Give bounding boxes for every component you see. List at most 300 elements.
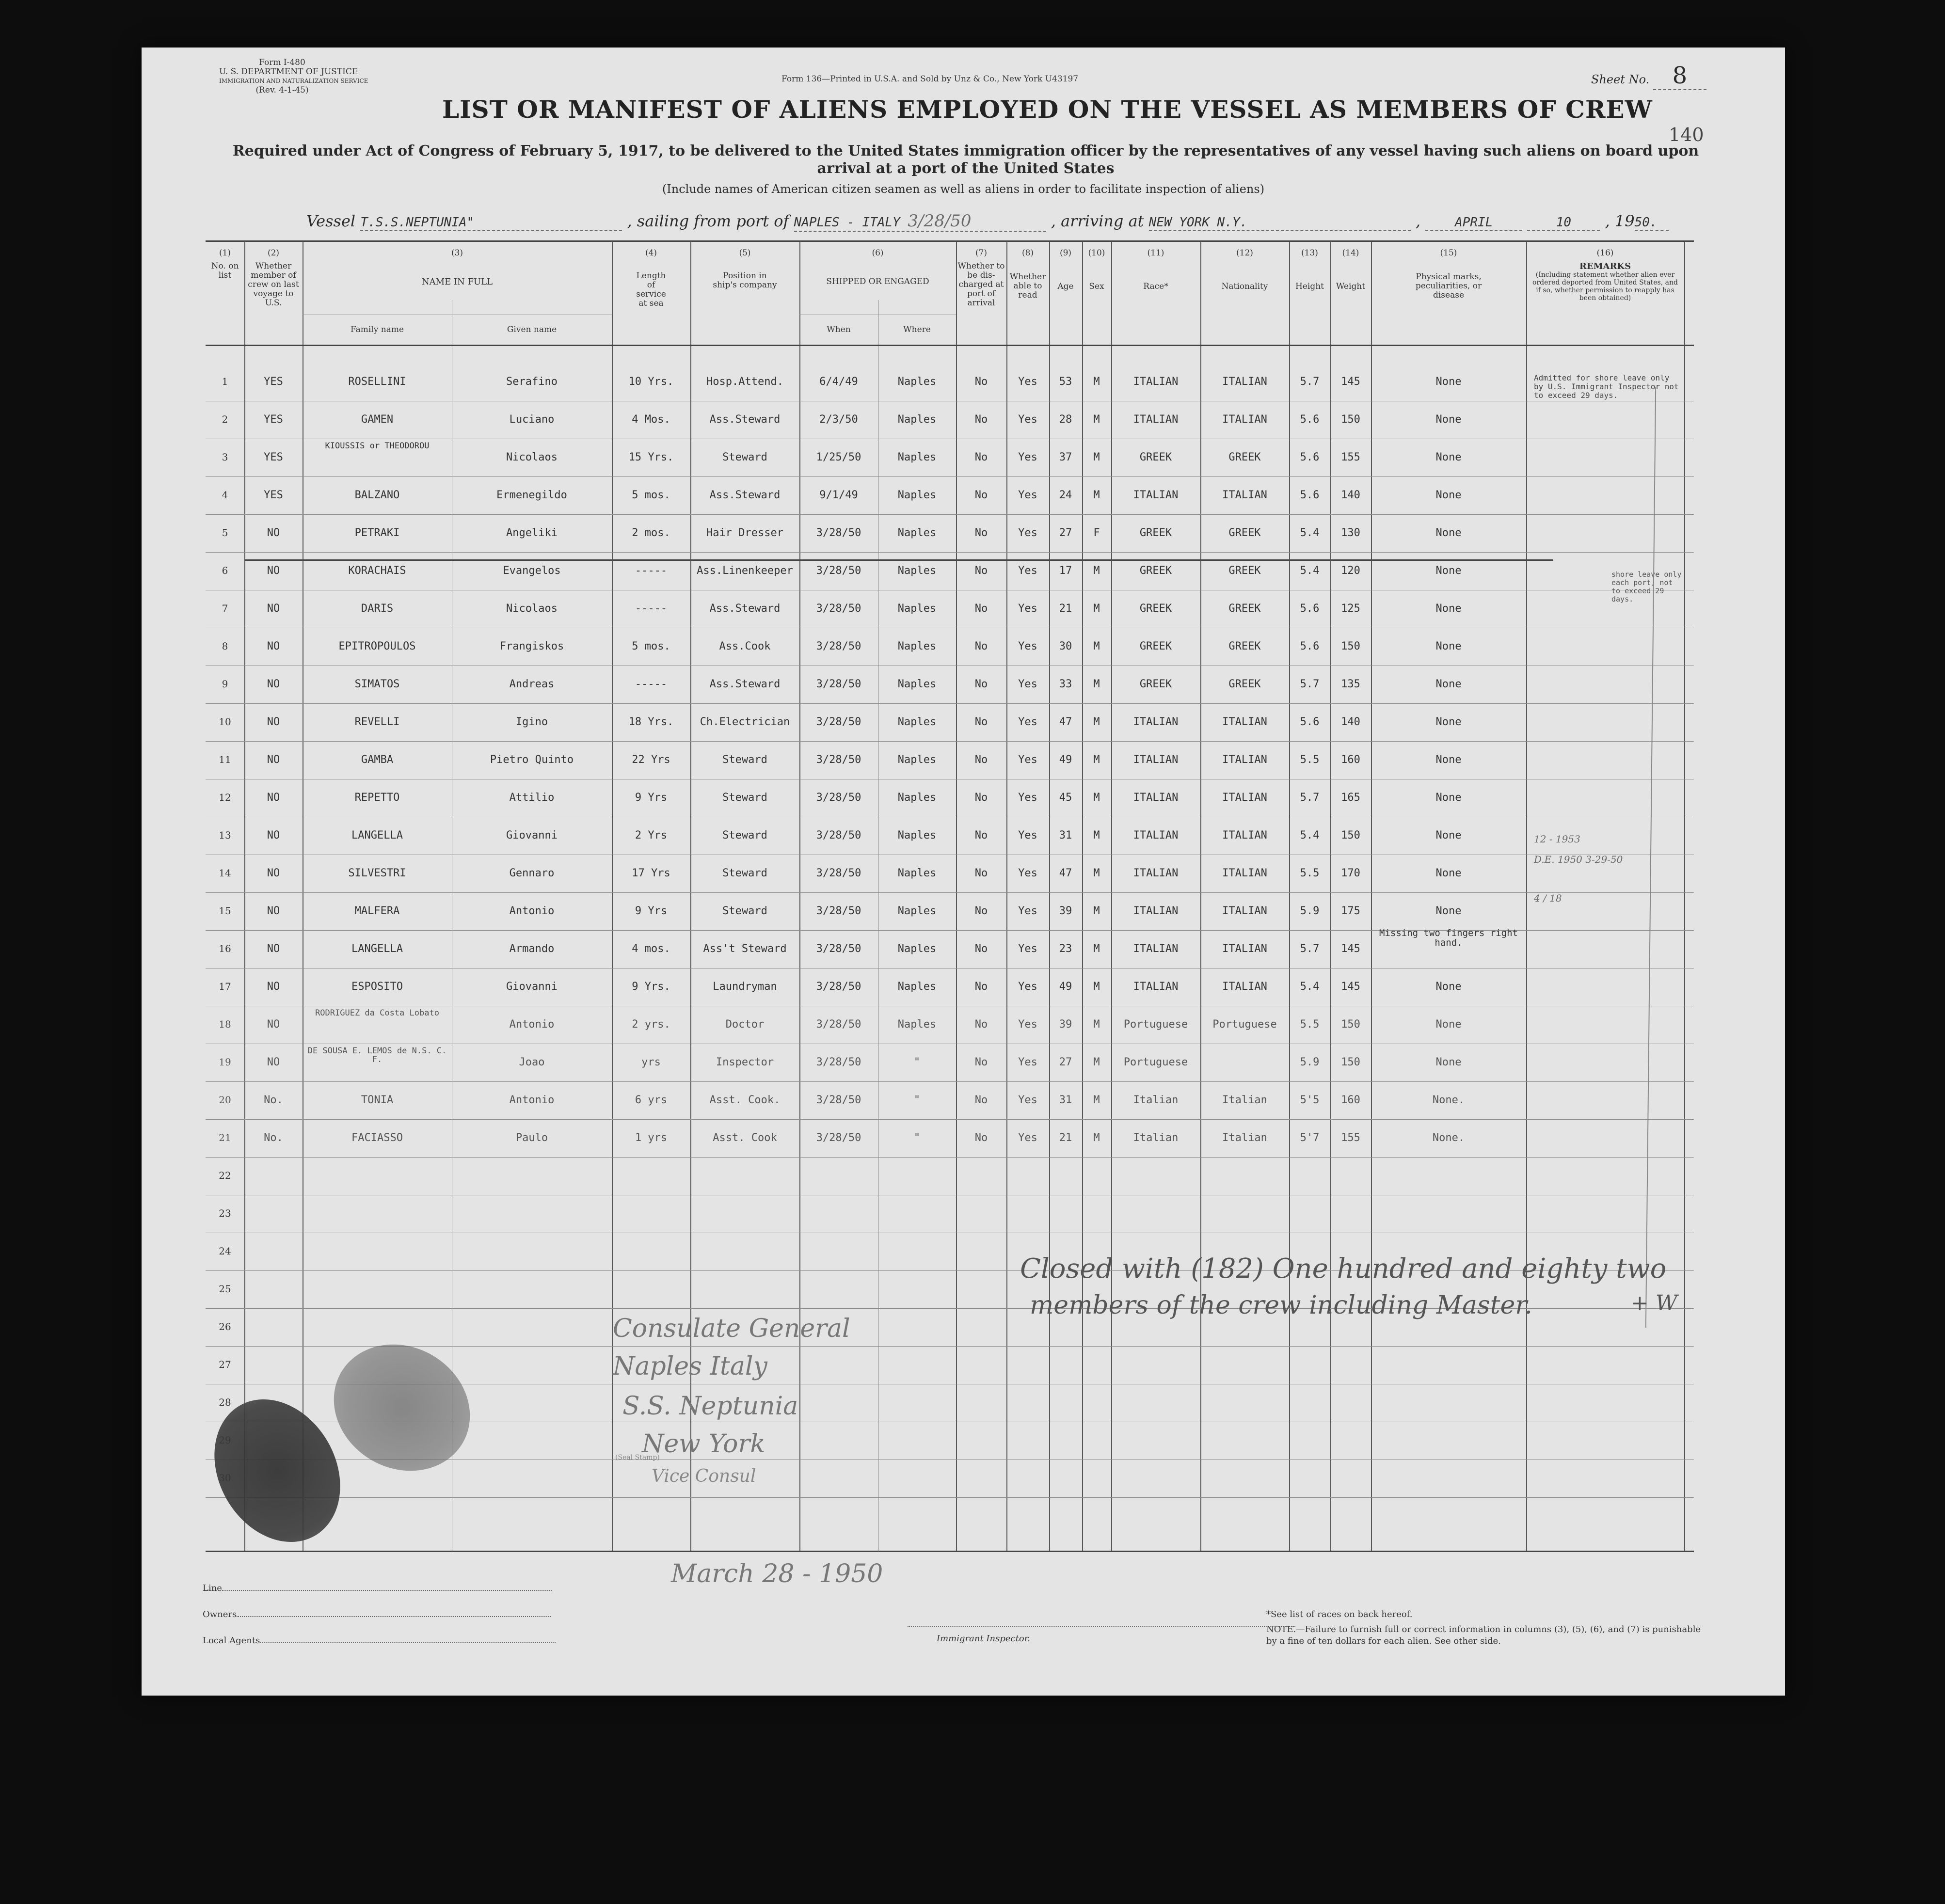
table-row	[206, 363, 1694, 401]
cell-service-length: 9 Yrs	[635, 905, 668, 917]
cell-shipped-when: 3/28/50	[816, 565, 861, 577]
cell-weight: 145	[1341, 981, 1360, 993]
cell-position: Asst. Cook.	[709, 1094, 781, 1106]
cell-age: 49	[1059, 981, 1072, 993]
cell-given-name: Angeliki	[506, 527, 558, 539]
table-row	[206, 666, 1694, 703]
cell-physical-marks: None	[1435, 905, 1462, 917]
cell-given-name: Evangelos	[503, 565, 561, 577]
cell-physical-marks: None	[1435, 1056, 1462, 1068]
cell-able-to-read: Yes	[1018, 603, 1037, 615]
cell-able-to-read: Yes	[1018, 829, 1037, 841]
cell-given-name: Gennaro	[509, 867, 555, 879]
cell-nationality: GREEK	[1228, 603, 1261, 615]
cert-date: March 28 - 1950	[671, 1559, 883, 1588]
cell-age: 39	[1059, 1018, 1072, 1031]
cell-nationality: ITALIAN	[1222, 943, 1267, 955]
cell-weight: 125	[1341, 603, 1360, 615]
cell-given-name: Nicolaos	[506, 451, 558, 463]
cell-weight: 135	[1341, 678, 1360, 690]
cell-position: Ass.Steward	[709, 678, 781, 690]
cell-prev-voyage: NO	[267, 640, 280, 652]
cell-height: 5.6	[1300, 489, 1320, 501]
cell-service-length: 22 Yrs	[632, 754, 670, 766]
cell-family-name: GAMEN	[361, 413, 394, 426]
cell-sex: M	[1093, 1018, 1100, 1031]
cell-age: 33	[1059, 678, 1072, 690]
cell-height: 5.7	[1300, 792, 1320, 804]
cell-shipped-when: 6/4/49	[819, 376, 858, 388]
inspector-signature-line	[908, 1626, 1295, 1627]
cell-age: 31	[1059, 1094, 1072, 1106]
cell-weight: 140	[1341, 489, 1360, 501]
cell-discharged: No	[974, 640, 988, 652]
cell-row-number: 21	[219, 1132, 231, 1143]
cell-prev-voyage: NO	[267, 1056, 280, 1068]
cell-shipped-when: 3/28/50	[816, 792, 861, 804]
cell-weight: 150	[1341, 829, 1360, 841]
cell-shipped-when: 3/28/50	[816, 716, 861, 728]
closing-line-2: members of the crew including Master.	[1030, 1291, 1532, 1320]
cell-race: GREEK	[1139, 451, 1172, 463]
cell-family-name: SIMATOS	[354, 678, 400, 690]
cell-shipped-where: Naples	[897, 754, 937, 766]
cell-weight: 165	[1341, 792, 1360, 804]
vessel-label: Vessel	[306, 212, 356, 230]
sailing-port: NAPLES - ITALY	[794, 215, 900, 230]
cell-discharged: No	[974, 981, 988, 993]
closing-initial: + W	[1631, 1291, 1678, 1316]
col-header-14: (14) Weight	[1336, 248, 1366, 291]
stamp-number: 140	[1669, 124, 1704, 145]
table-row	[206, 1044, 1694, 1081]
col-header-12: (12) Nationality	[1221, 248, 1268, 291]
cell-nationality: GREEK	[1228, 527, 1261, 539]
table-row	[206, 1081, 1694, 1119]
cell-position: Ass.Steward	[709, 489, 781, 501]
arrival-year: 50.	[1635, 215, 1669, 231]
cell-able-to-read: Yes	[1018, 413, 1037, 426]
cell-weight: 170	[1341, 867, 1360, 879]
cell-shipped-where: Naples	[897, 829, 937, 841]
cell-shipped-when: 3/28/50	[816, 1056, 861, 1068]
cell-physical-marks: None	[1435, 451, 1462, 463]
cell-physical-marks: Missing two fingers right hand.	[1379, 928, 1518, 948]
cell-physical-marks: None	[1435, 792, 1462, 804]
table-row	[206, 741, 1694, 779]
cell-row-number: 17	[219, 981, 231, 992]
cell-row-number: 1	[222, 376, 228, 387]
col-header-9: (9) Age	[1057, 248, 1074, 291]
cell-given-name: Antonio	[509, 1018, 555, 1031]
cell-age: 49	[1059, 754, 1072, 766]
cell-nationality: ITALIAN	[1222, 867, 1267, 879]
cell-prev-voyage: No.	[264, 1094, 283, 1106]
remark-row-1: Admitted for shore leave only by U.S. Immigrant Inspector not to exceed 29 days.	[1534, 373, 1679, 400]
cell-race: GREEK	[1139, 603, 1172, 615]
cell-nationality: GREEK	[1228, 451, 1261, 463]
cell-physical-marks: None.	[1432, 1094, 1465, 1106]
cell-able-to-read: Yes	[1018, 867, 1037, 879]
cell-able-to-read: Yes	[1018, 792, 1037, 804]
cell-age: 27	[1059, 1056, 1072, 1068]
form-id-block	[219, 58, 368, 95]
cell-row-number: 2	[222, 413, 228, 425]
sheet-label: Sheet No.	[1591, 73, 1650, 86]
cell-race: ITALIAN	[1133, 489, 1179, 501]
cell-family-name: KIOUSSIS or THEODOROU	[325, 441, 430, 451]
footer-agents	[203, 1635, 556, 1646]
cell-service-length: 9 Yrs.	[632, 981, 670, 993]
cell-position: Ass.Cook	[719, 640, 771, 652]
cell-height: 5.6	[1300, 716, 1320, 728]
cell-race: GREEK	[1139, 640, 1172, 652]
table-row	[206, 590, 1694, 628]
cell-height: 5.9	[1300, 905, 1320, 917]
vessel-name: T.S.S.NEPTUNIA"	[360, 215, 622, 231]
department: U. S. DEPARTMENT OF JUSTICE	[219, 67, 358, 77]
cell-nationality: Portuguese	[1212, 1018, 1277, 1031]
cell-height: 5.6	[1300, 451, 1320, 463]
cell-physical-marks: None	[1435, 603, 1462, 615]
cell-able-to-read: Yes	[1018, 1018, 1037, 1031]
cell-race: GREEK	[1139, 565, 1172, 577]
cell-height: 5.5	[1300, 1018, 1320, 1031]
col-header-11: (11) Race*	[1143, 248, 1168, 291]
cell-position: Steward	[722, 451, 767, 463]
col-header-8: (8) Whether able to read	[1009, 248, 1046, 300]
cell-weight: 145	[1341, 943, 1360, 955]
cell-shipped-where: "	[913, 1094, 921, 1106]
cell-able-to-read: Yes	[1018, 754, 1037, 766]
cell-service-length: 2 yrs.	[632, 1018, 670, 1031]
cell-position: Hosp.Attend.	[706, 376, 783, 388]
cell-race: Portuguese	[1123, 1018, 1188, 1031]
cell-race: Italian	[1133, 1094, 1179, 1106]
race-note: *See list of races on back hereof.	[1266, 1609, 1413, 1619]
cell-race: ITALIAN	[1133, 754, 1179, 766]
cell-family-name: LANGELLA	[351, 829, 403, 841]
cell-family-name: EPITROPOULOS	[338, 640, 416, 652]
cell-given-name: Antonio	[509, 1094, 555, 1106]
cell-row-number: 3	[222, 451, 228, 463]
cell-discharged: No	[974, 829, 988, 841]
cell-shipped-where: "	[913, 1056, 921, 1068]
cell-service-length: 15 Yrs.	[628, 451, 674, 463]
cell-discharged: No	[974, 716, 988, 728]
cell-weight: 150	[1341, 413, 1360, 426]
cell-height: 5.6	[1300, 603, 1320, 615]
cell-discharged: No	[974, 905, 988, 917]
cell-position: Ass.Linenkeeper	[697, 565, 793, 577]
table-row	[206, 855, 1694, 892]
cell-position: Steward	[722, 829, 767, 841]
arrival-month: APRIL	[1425, 215, 1522, 231]
cell-prev-voyage: YES	[264, 413, 283, 426]
cell-sex: M	[1093, 829, 1100, 841]
cell-able-to-read: Yes	[1018, 981, 1037, 993]
cell-height: 5.7	[1300, 943, 1320, 955]
cell-family-name: TONIA	[361, 1094, 394, 1106]
cell-nationality: Italian	[1222, 1132, 1267, 1144]
sailing-port-field	[794, 211, 1046, 232]
cell-sex: M	[1093, 1094, 1100, 1106]
cell-age: 37	[1059, 451, 1072, 463]
cell-family-name: PETRAKI	[354, 527, 400, 539]
cell-physical-marks: None	[1435, 376, 1462, 388]
cell-shipped-when: 3/28/50	[816, 678, 861, 690]
cell-family-name: ROSELLINI	[348, 376, 406, 388]
cell-shipped-when: 3/28/50	[816, 527, 861, 539]
cell-nationality: GREEK	[1228, 565, 1261, 577]
cell-row-number: 6	[222, 565, 228, 576]
col-subheader-family: Family name	[350, 325, 404, 334]
cell-age: 24	[1059, 489, 1072, 501]
cell-shipped-where: Naples	[897, 716, 937, 728]
cell-shipped-when: 2/3/50	[819, 413, 858, 426]
manifest-sheet	[142, 48, 1785, 1696]
printer-line: Form 136—Printed in U.S.A. and Sold by Unz & Co., New York U43197	[781, 74, 1079, 84]
cell-height: 5'5	[1300, 1094, 1320, 1106]
cell-family-name: KORACHAIS	[348, 565, 406, 577]
cell-shipped-where: "	[913, 1132, 921, 1144]
table-row	[206, 628, 1694, 666]
cell-shipped-when: 3/28/50	[816, 1018, 861, 1031]
cell-physical-marks: None	[1435, 829, 1462, 841]
cell-given-name: Ermenegildo	[496, 489, 567, 501]
cell-prev-voyage: NO	[267, 981, 280, 993]
cell-sex: M	[1093, 678, 1100, 690]
cell-able-to-read: Yes	[1018, 489, 1037, 501]
cell-row-number: 28	[219, 1396, 231, 1408]
cell-shipped-where: Naples	[897, 905, 937, 917]
cell-family-name: SILVESTRI	[348, 867, 406, 879]
cell-given-name: Nicolaos	[506, 603, 558, 615]
cell-service-length: 1 yrs	[635, 1132, 668, 1144]
cell-row-number: 25	[219, 1283, 231, 1295]
table-row	[206, 1006, 1694, 1044]
cell-position: Ass.Steward	[709, 413, 781, 426]
cell-able-to-read: Yes	[1018, 905, 1037, 917]
cell-able-to-read: Yes	[1018, 640, 1037, 652]
cell-position: Hair Dresser	[706, 527, 783, 539]
col-subheader-given: Given name	[507, 325, 557, 334]
cell-shipped-when: 1/25/50	[816, 451, 861, 463]
cell-physical-marks: None	[1435, 640, 1462, 652]
cell-discharged: No	[974, 1094, 988, 1106]
cell-sex: M	[1093, 716, 1100, 728]
cell-prev-voyage: NO	[267, 829, 280, 841]
cell-race: ITALIAN	[1133, 905, 1179, 917]
cell-sex: M	[1093, 867, 1100, 879]
cell-row-number: 5	[222, 527, 228, 539]
cell-prev-voyage: NO	[267, 527, 280, 539]
cell-age: 47	[1059, 716, 1072, 728]
vessel-line: Vessel T.S.S.NEPTUNIA" , sailing from port of NAPLES - ITALY 3/28/50 , arriving at NEW YORK N.Y. , APRIL 10 , 1950.	[306, 211, 1669, 232]
cell-prev-voyage: NO	[267, 565, 280, 577]
cell-service-length: -----	[635, 565, 668, 577]
cell-height: 5.4	[1300, 829, 1320, 841]
cell-weight: 175	[1341, 905, 1360, 917]
cell-physical-marks: None.	[1432, 1132, 1465, 1144]
cell-shipped-when: 3/28/50	[816, 640, 861, 652]
cert-line-5: Vice Consul	[652, 1466, 756, 1486]
cell-given-name: Giovanni	[506, 829, 558, 841]
cell-age: 21	[1059, 603, 1072, 615]
cert-line-2: Naples Italy	[613, 1352, 767, 1381]
cell-race: GREEK	[1139, 678, 1172, 690]
cell-nationality: ITALIAN	[1222, 376, 1267, 388]
cell-shipped-where: Naples	[897, 678, 937, 690]
table-row	[206, 552, 1694, 590]
cell-age: 53	[1059, 376, 1072, 388]
cell-row-number: 20	[219, 1094, 231, 1106]
col-header-3: (3) NAME IN FULL	[421, 248, 493, 287]
cell-shipped-when: 3/28/50	[816, 1094, 861, 1106]
cell-sex: M	[1093, 603, 1100, 615]
cell-height: 5.5	[1300, 754, 1320, 766]
cell-given-name: Serafino	[506, 376, 558, 388]
table-row	[206, 968, 1694, 1006]
cell-position: Steward	[722, 792, 767, 804]
cell-position: Asst. Cook	[713, 1132, 777, 1144]
cell-prev-voyage: YES	[264, 489, 283, 501]
cell-sex: M	[1093, 1132, 1100, 1144]
subtitle: Required under Act of Congress of February 5, 1917, to be delivered to the United States immigration officer by the representatives of any vessel having such aliens on board upon arrival at a port of the United States	[232, 143, 1699, 177]
line-label: Line	[203, 1583, 222, 1593]
cell-prev-voyage: NO	[267, 943, 280, 955]
cell-physical-marks: None	[1435, 981, 1462, 993]
col-header-5: (5) Position in ship's company	[713, 248, 777, 290]
cell-height: 5.7	[1300, 376, 1320, 388]
col-header-7: (7) Whether to be dis-charged at port of arrival	[957, 248, 1005, 308]
page-title: LIST OR MANIFEST OF ALIENS EMPLOYED ON THE VESSEL AS MEMBERS OF CREW	[442, 95, 1653, 124]
crew-table	[206, 240, 1694, 1588]
cell-prev-voyage: YES	[264, 376, 283, 388]
cell-discharged: No	[974, 413, 988, 426]
cell-race: ITALIAN	[1133, 943, 1179, 955]
cell-prev-voyage: YES	[264, 451, 283, 463]
table-row	[206, 439, 1694, 476]
cell-able-to-read: Yes	[1018, 943, 1037, 955]
cell-position: Ass.Steward	[709, 603, 781, 615]
penalty-note: NOTE.—Failure to furnish full or correct information in columns (3), (5), (6), and (7) is punishable by a fine of ten dollars for each alien. See other side.	[1266, 1624, 1701, 1646]
cell-family-name: MALFERA	[354, 905, 400, 917]
cell-physical-marks: None	[1435, 413, 1462, 426]
cell-nationality: ITALIAN	[1222, 905, 1267, 917]
table-row	[206, 1119, 1694, 1157]
cell-race: ITALIAN	[1133, 829, 1179, 841]
table-row	[206, 930, 1694, 968]
sheet-number	[1591, 62, 1706, 90]
cell-discharged: No	[974, 527, 988, 539]
cell-race: Portuguese	[1123, 1056, 1188, 1068]
cell-nationality: ITALIAN	[1222, 489, 1267, 501]
col-header-4: (4) Length of service at sea	[636, 248, 666, 308]
cell-row-number: 27	[219, 1359, 231, 1370]
cell-family-name: REVELLI	[354, 716, 400, 728]
cell-shipped-where: Naples	[897, 376, 937, 388]
service: IMMIGRATION AND NATURALIZATION SERVICE	[219, 78, 368, 84]
cell-physical-marks: None	[1435, 527, 1462, 539]
cell-nationality: ITALIAN	[1222, 716, 1267, 728]
cell-weight: 160	[1341, 754, 1360, 766]
cell-service-length: -----	[635, 603, 668, 615]
cell-age: 21	[1059, 1132, 1072, 1144]
cell-service-length: 4 Mos.	[632, 413, 670, 426]
arriving-label: , arriving at	[1051, 212, 1144, 230]
cell-race: ITALIAN	[1133, 376, 1179, 388]
cert-line-3: S.S. Neptunia	[622, 1392, 798, 1421]
cell-age: 30	[1059, 640, 1072, 652]
remark-row-12: D.E. 1950 3-29-50	[1534, 854, 1623, 865]
cell-position: Steward	[722, 867, 767, 879]
owners-label: Owners	[203, 1609, 237, 1619]
cell-height: 5.4	[1300, 527, 1320, 539]
cell-family-name: RODRIGUEZ da Costa Lobato	[315, 1008, 439, 1018]
cell-discharged: No	[974, 943, 988, 955]
cell-shipped-where: Naples	[897, 413, 937, 426]
cell-shipped-where: Naples	[897, 981, 937, 993]
cell-shipped-where: Naples	[897, 1018, 937, 1031]
cell-prev-voyage: NO	[267, 678, 280, 690]
cell-weight: 155	[1341, 1132, 1360, 1144]
cell-given-name: Joao	[519, 1056, 545, 1068]
cell-able-to-read: Yes	[1018, 451, 1037, 463]
cell-shipped-when: 3/28/50	[816, 943, 861, 955]
cell-sex: M	[1093, 413, 1100, 426]
cell-discharged: No	[974, 451, 988, 463]
cell-age: 31	[1059, 829, 1072, 841]
remark-row-11: 12 - 1953	[1534, 833, 1580, 845]
cell-service-length: 4 mos.	[632, 943, 670, 955]
cell-nationality: ITALIAN	[1222, 754, 1267, 766]
cell-shipped-where: Naples	[897, 451, 937, 463]
cell-discharged: No	[974, 792, 988, 804]
cell-given-name: Pietro Quinto	[490, 754, 574, 766]
cell-family-name: FACIASSO	[351, 1132, 403, 1144]
cell-row-number: 19	[219, 1056, 231, 1068]
cell-given-name: Giovanni	[506, 981, 558, 993]
sailing-label: , sailing from port of	[627, 212, 789, 230]
cell-discharged: No	[974, 1132, 988, 1144]
form-id: Form I-480	[259, 58, 305, 67]
instruction-note: (Include names of American citizen seamen as well as aliens in order to facilitate inspection of aliens)	[662, 182, 1265, 196]
inspector-label: Immigrant Inspector.	[937, 1634, 1031, 1644]
cell-age: 17	[1059, 565, 1072, 577]
cell-physical-marks: None	[1435, 1018, 1462, 1031]
table-row-empty	[206, 1157, 1694, 1195]
cell-able-to-read: Yes	[1018, 678, 1037, 690]
cell-shipped-when: 3/28/50	[816, 829, 861, 841]
footer-line	[203, 1583, 552, 1593]
cell-nationality: ITALIAN	[1222, 413, 1267, 426]
cell-sex: M	[1093, 489, 1100, 501]
cell-able-to-read: Yes	[1018, 376, 1037, 388]
cell-family-name: DE SOUSA E. LEMOS de N.S. C. F.	[307, 1046, 447, 1064]
cell-prev-voyage: NO	[267, 905, 280, 917]
table-row	[206, 476, 1694, 514]
cell-family-name: ESPOSITO	[351, 981, 403, 993]
cell-age: 39	[1059, 905, 1072, 917]
cell-row-number: 9	[222, 678, 228, 690]
agents-label: Local Agents	[203, 1635, 260, 1646]
cell-height: 5.5	[1300, 867, 1320, 879]
cell-prev-voyage: NO	[267, 1018, 280, 1031]
cell-service-length: 2 Yrs	[635, 829, 668, 841]
cell-position: Ass't Steward	[703, 943, 787, 955]
cell-physical-marks: None	[1435, 678, 1462, 690]
